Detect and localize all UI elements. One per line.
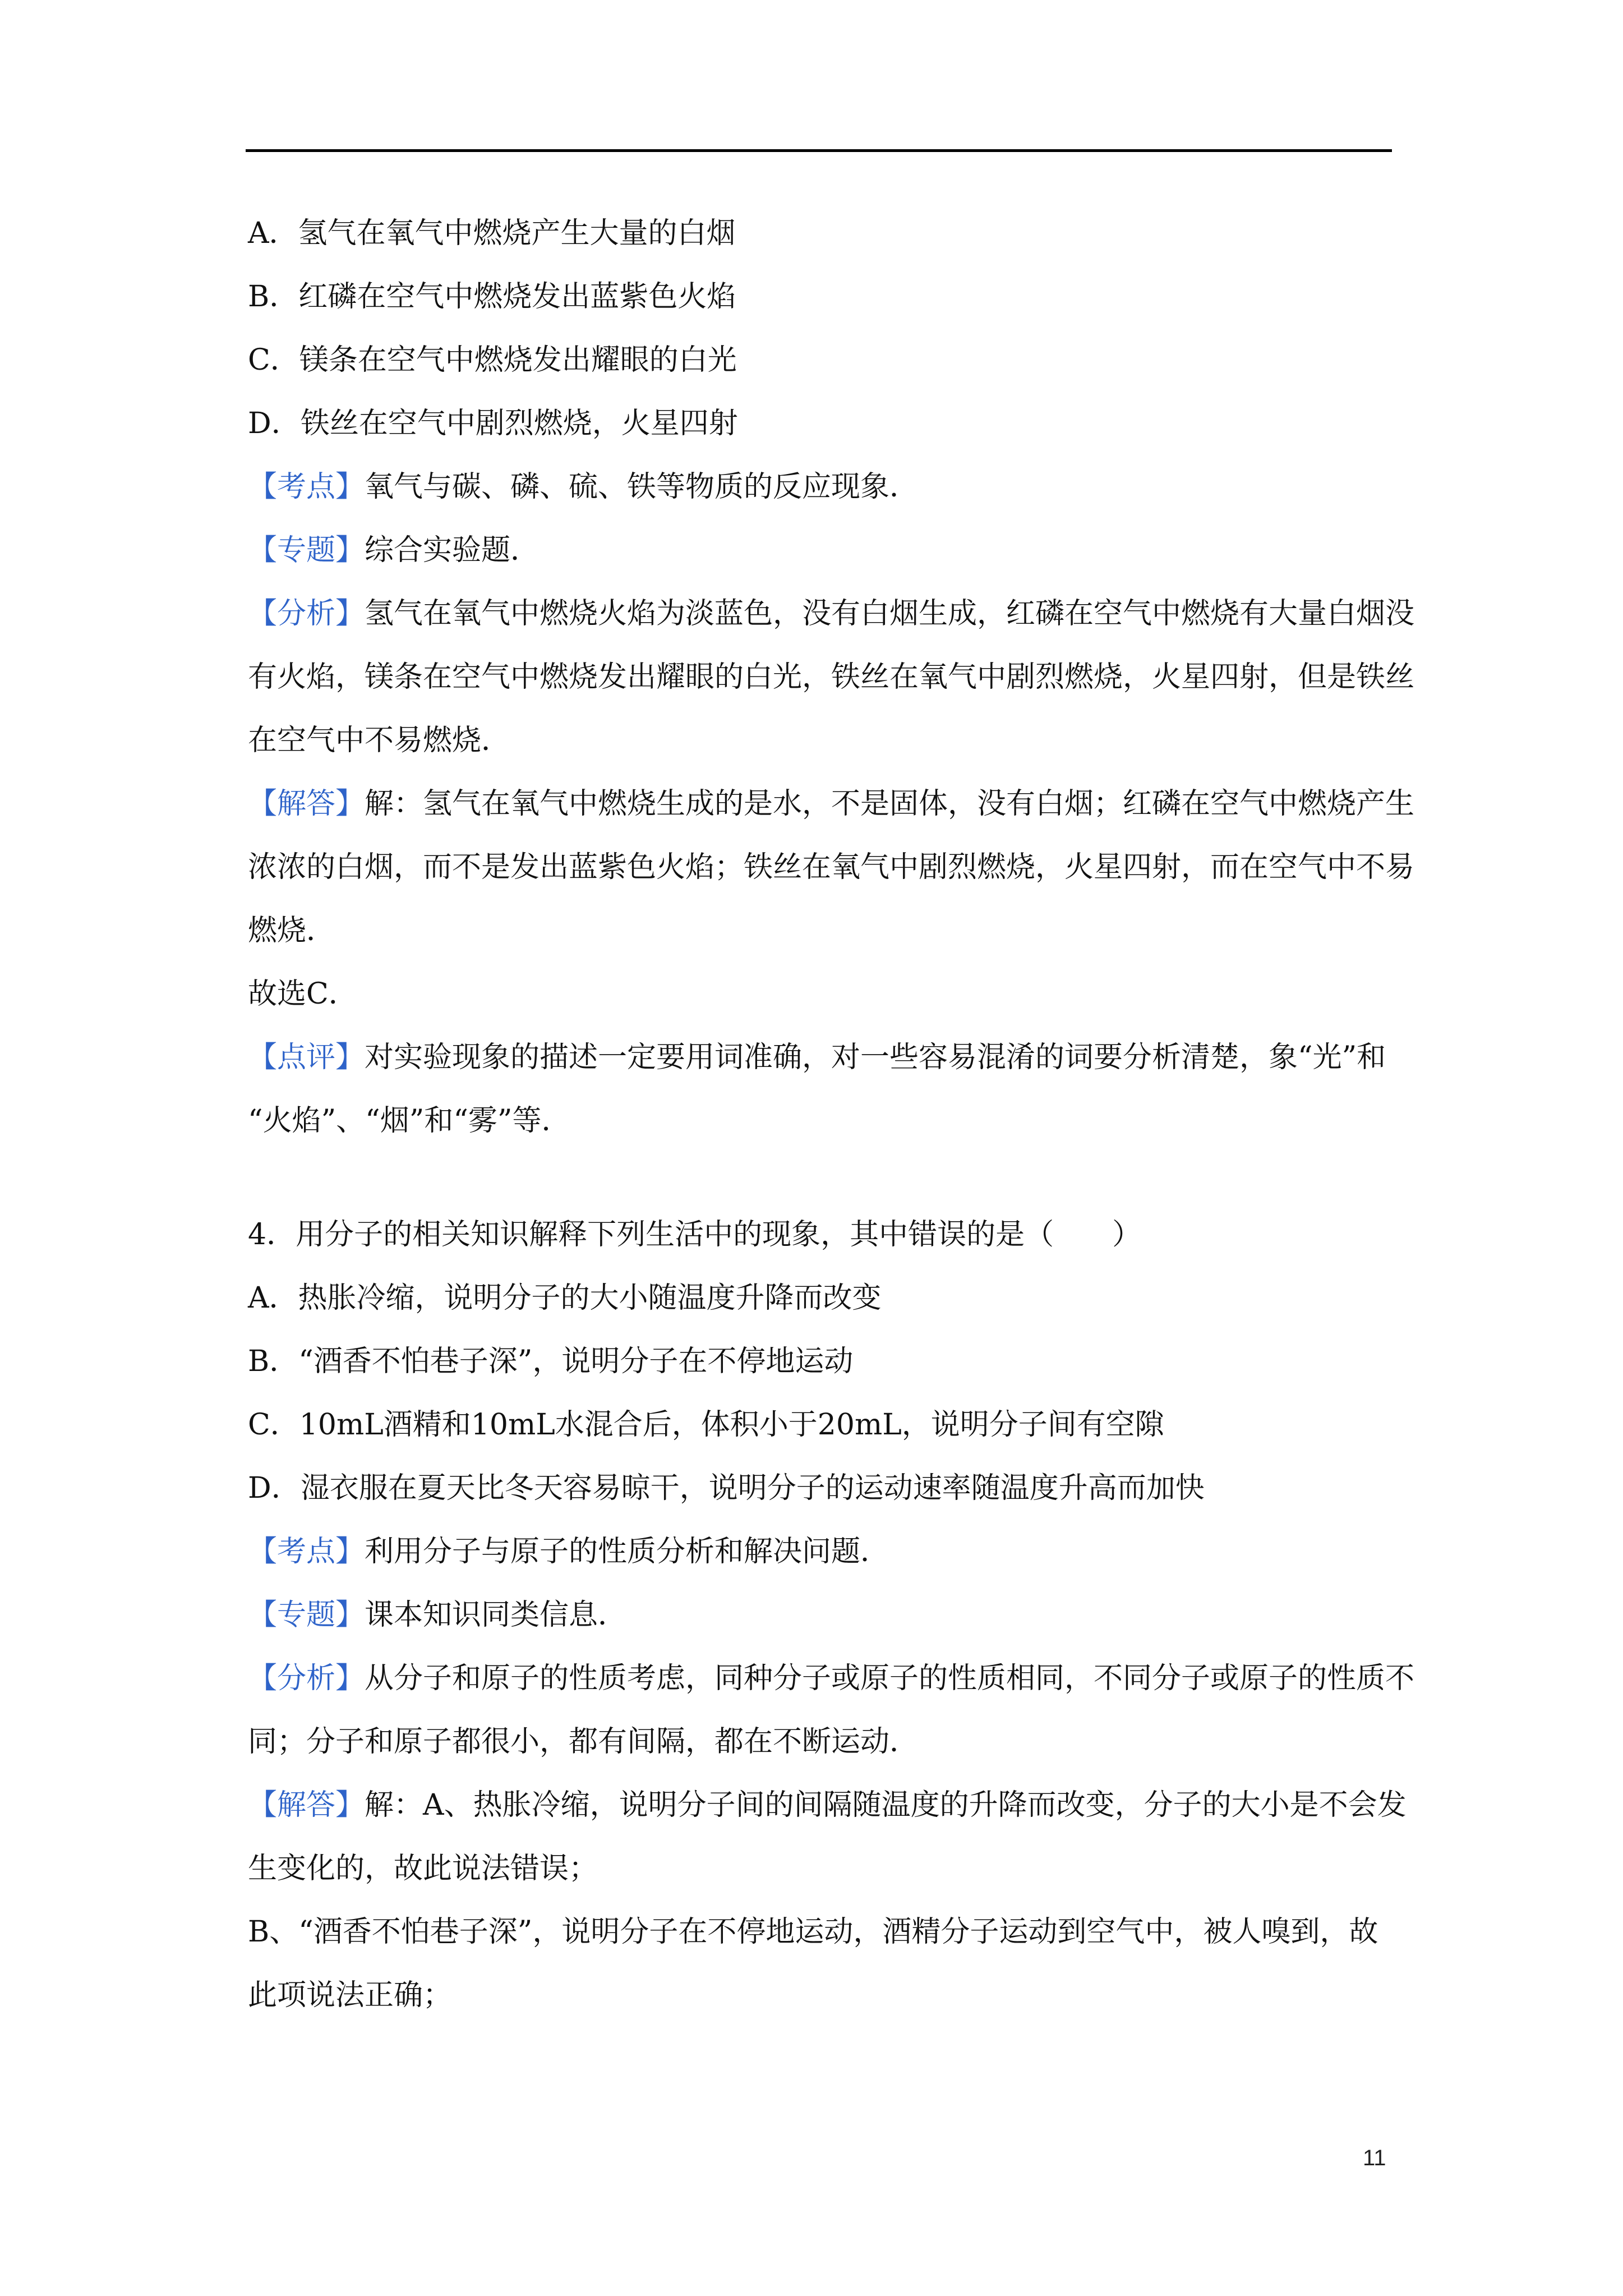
q3-fenxi-line-1	[248, 582, 1415, 646]
q4-option-c: C．10mL酒精和10mL水混合后，体积小于20mL，说明分子间有空隙	[248, 1408, 1164, 1442]
q4-kaodian-tag: 【考点】	[248, 1535, 365, 1568]
q3-kaodian-tag: 【考点】	[248, 470, 365, 504]
q4-zhuanti-text: 课本知识同类信息．	[365, 1598, 628, 1632]
q3-zhuanti-tag: 【专题】	[248, 533, 365, 567]
q3-kaodian	[248, 455, 1392, 519]
q3-jieda-tag: 【解答】	[248, 787, 365, 821]
q3-dianping-tag: 【点评】	[248, 1041, 365, 1074]
q3-dianping-text-1: 对实验现象的描述一定要用词准确，对一些容易混淆的词要分析清楚，象“光”和	[365, 1041, 1386, 1074]
q4-option-d: D．湿衣服在夏天比冬天容易晾干，说明分子的运动速率随温度升高而加快	[248, 1471, 1205, 1505]
q3-fenxi-tag: 【分析】	[248, 597, 365, 631]
q3-jieda-line-3: 燃烧．	[248, 914, 336, 947]
q4-option-b: B．“酒香不怕巷子深”，说明分子在不停地运动	[248, 1345, 854, 1378]
q3-fenxi-line-2: 有火焰，镁条在空气中燃烧发出耀眼的白光，铁丝在氧气中剧烈燃烧，火星四射，但是铁丝	[248, 660, 1415, 694]
q4-kaodian	[248, 1520, 1392, 1584]
q4-jieda-line-4: 此项说法正确；	[248, 1978, 453, 2012]
q4-option-a: A．热胀冷缩，说明分子的大小随温度升降而改变	[248, 1281, 882, 1315]
q3-dianping-line-1	[248, 1026, 1392, 1089]
q4-jieda-line-2: 生变化的，故此说法错误；	[248, 1852, 598, 1885]
q3-kaodian-text: 氧气与碳、磷、硫、铁等物质的反应现象．	[365, 470, 919, 504]
q3-option-a: A．氢气在氧气中燃烧产生大量的白烟	[248, 217, 736, 250]
q3-option-c: C．镁条在空气中燃烧发出耀眼的白光	[248, 343, 737, 377]
q3-jieda-line-2: 浓浓的白烟，而不是发出蓝紫色火焰；铁丝在氧气中剧烈燃烧，火星四射，而在空气中不易	[248, 850, 1415, 884]
q4-zhuanti-tag: 【专题】	[248, 1598, 365, 1632]
q4-fenxi-line-2: 同；分子和原子都很小，都有间隔，都在不断运动．	[248, 1725, 919, 1759]
q4-fenxi-text-1: 从分子和原子的性质考虑，同种分子或原子的性质相同，不同分子或原子的性质不	[365, 1662, 1415, 1695]
q4-zhuanti	[248, 1584, 1392, 1647]
q4-fenxi-line-1	[248, 1647, 1415, 1710]
q3-fenxi-text-1: 氢气在氧气中燃烧火焰为淡蓝色，没有白烟生成，红磷在空气中燃烧有大量白烟没	[365, 597, 1415, 631]
section-gap	[248, 1153, 1392, 1203]
header-rule	[246, 149, 1392, 152]
q4-jieda-text-1: 解：A、热胀冷缩，说明分子间的间隔随温度的升降而改变，分子的大小是不会发	[365, 1788, 1407, 1822]
page-number: 11	[1363, 2146, 1386, 2170]
q3-fenxi-line-3: 在空气中不易燃烧．	[248, 724, 511, 757]
q4-jieda-line-3: B、“酒香不怕巷子深”，说明分子在不停地运动，酒精分子运动到空气中，被人嗅到，故	[248, 1915, 1378, 1949]
q4-jieda-line-1	[248, 1774, 1407, 1837]
q3-dianping-line-2: “火焰”、“烟”和“雾”等．	[248, 1104, 571, 1138]
q4-jieda-tag: 【解答】	[248, 1788, 365, 1822]
q3-option-d: D．铁丝在空气中剧烈燃烧，火星四射	[248, 407, 738, 440]
q4-stem: 4．用分子的相关知识解释下列生活中的现象，其中错误的是（ ）	[248, 1218, 1142, 1251]
q4-kaodian-text: 利用分子与原子的性质分析和解决问题．	[365, 1535, 890, 1568]
q3-answer: 故选C．	[248, 977, 358, 1011]
q3-jieda-text-1: 解：氢气在氧气中燃烧生成的是水，不是固体，没有白烟；红磷在空气中燃烧产生	[365, 787, 1415, 821]
q3-jieda-line-1	[248, 772, 1415, 836]
q4-fenxi-tag: 【分析】	[248, 1662, 365, 1695]
q3-zhuanti	[248, 519, 1392, 582]
q3-option-b: B．红磷在空气中燃烧发出蓝紫色火焰	[248, 280, 736, 314]
page-content	[248, 202, 1415, 2027]
q3-zhuanti-text: 综合实验题．	[365, 533, 540, 567]
